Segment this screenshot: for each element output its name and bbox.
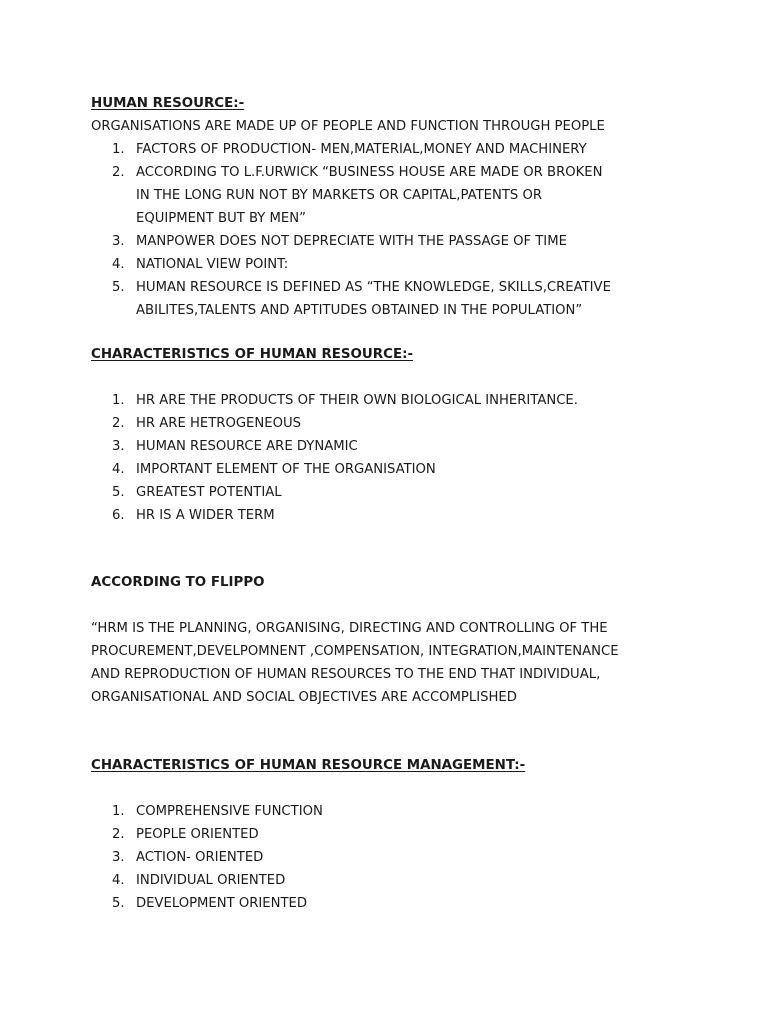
list-number: 5. bbox=[112, 485, 125, 500]
list-text: NATIONAL VIEW POINT: bbox=[136, 257, 289, 272]
list-number: 4. bbox=[112, 257, 125, 272]
list-text: PEOPLE ORIENTED bbox=[136, 827, 259, 842]
list-text-continuation: IN THE LONG RUN NOT BY MARKETS OR CAPITAL,PATENTS OR bbox=[136, 188, 542, 203]
list-item bbox=[112, 892, 307, 915]
list-text: ACTION- ORIENTED bbox=[136, 850, 264, 865]
list-number: 5. bbox=[112, 896, 125, 911]
section-heading-characteristics-hr: CHARACTERISTICS OF HUMAN RESOURCE:- bbox=[91, 347, 414, 362]
list-number: 4. bbox=[112, 462, 125, 477]
list-text: COMPREHENSIVE FUNCTION bbox=[136, 804, 323, 819]
list-number: 2. bbox=[112, 416, 125, 431]
list-item bbox=[112, 504, 275, 527]
section-intro: ORGANISATIONS ARE MADE UP OF PEOPLE AND FUNCTION THROUGH PEOPLE bbox=[91, 119, 605, 134]
list-text: HUMAN RESOURCE IS DEFINED AS “THE KNOWLEDGE, SKILLS,CREATIVE bbox=[136, 280, 611, 295]
list-text: FACTORS OF PRODUCTION- MEN,MATERIAL,MONEY AND MACHINERY bbox=[136, 142, 587, 157]
list-item bbox=[112, 412, 301, 435]
list-text: ACCORDING TO L.F.URWICK “BUSINESS HOUSE ARE MADE OR BROKEN bbox=[136, 165, 603, 180]
list-item bbox=[112, 138, 587, 161]
section-heading-human-resource: HUMAN RESOURCE:- bbox=[91, 96, 245, 111]
list-number: 3. bbox=[112, 850, 125, 865]
list-number: 6. bbox=[112, 508, 125, 523]
section-heading-flippo: ACCORDING TO FLIPPO bbox=[91, 575, 265, 590]
list-item bbox=[112, 869, 285, 892]
list-item bbox=[112, 800, 323, 823]
list-item bbox=[112, 253, 288, 276]
list-text: HR IS A WIDER TERM bbox=[136, 508, 275, 523]
list-item bbox=[112, 276, 611, 299]
list-number: 2. bbox=[112, 827, 125, 842]
list-text-continuation: ABILITES,TALENTS AND APTITUDES OBTAINED IN THE POPULATION” bbox=[136, 303, 583, 318]
list-text: HR ARE THE PRODUCTS OF THEIR OWN BIOLOGICAL INHERITANCE. bbox=[136, 393, 578, 408]
list-item bbox=[112, 230, 567, 253]
quote-line: AND REPRODUCTION OF HUMAN RESOURCES TO THE END THAT INDIVIDUAL, bbox=[91, 667, 601, 682]
list-number: 3. bbox=[112, 234, 125, 249]
list-text: IMPORTANT ELEMENT OF THE ORGANISATION bbox=[136, 462, 436, 477]
list-number: 3. bbox=[112, 439, 125, 454]
list-text: INDIVIDUAL ORIENTED bbox=[136, 873, 286, 888]
list-text: GREATEST POTENTIAL bbox=[136, 485, 282, 500]
list-text: MANPOWER DOES NOT DEPRECIATE WITH THE PASSAGE OF TIME bbox=[136, 234, 567, 249]
list-number: 2. bbox=[112, 165, 125, 180]
quote-line: ORGANISATIONAL AND SOCIAL OBJECTIVES ARE ACCOMPLISHED bbox=[91, 690, 517, 705]
list-number: 4. bbox=[112, 873, 125, 888]
list-number: 5. bbox=[112, 280, 125, 295]
list-item bbox=[112, 161, 602, 184]
list-item bbox=[112, 846, 263, 869]
list-number: 1. bbox=[112, 804, 125, 819]
list-text-continuation: EQUIPMENT BUT BY MEN” bbox=[136, 211, 306, 226]
list-text: HR ARE HETROGENEOUS bbox=[136, 416, 301, 431]
list-number: 1. bbox=[112, 142, 125, 157]
quote-line: PROCUREMENT,DEVELPOMNENT ,COMPENSATION, INTEGRATION,MAINTENANCE bbox=[91, 644, 619, 659]
quote-line: “HRM IS THE PLANNING, ORGANISING, DIRECTING AND CONTROLLING OF THE bbox=[91, 621, 608, 636]
list-item bbox=[112, 458, 436, 481]
list-text: HUMAN RESOURCE ARE DYNAMIC bbox=[136, 439, 358, 454]
section-heading-characteristics-hrm: CHARACTERISTICS OF HUMAN RESOURCE MANAGEMENT:- bbox=[91, 758, 526, 773]
list-item bbox=[112, 435, 358, 458]
list-item bbox=[112, 389, 578, 412]
list-item bbox=[112, 481, 282, 504]
list-item bbox=[112, 823, 259, 846]
list-number: 1. bbox=[112, 393, 125, 408]
list-text: DEVELOPMENT ORIENTED bbox=[136, 896, 308, 911]
